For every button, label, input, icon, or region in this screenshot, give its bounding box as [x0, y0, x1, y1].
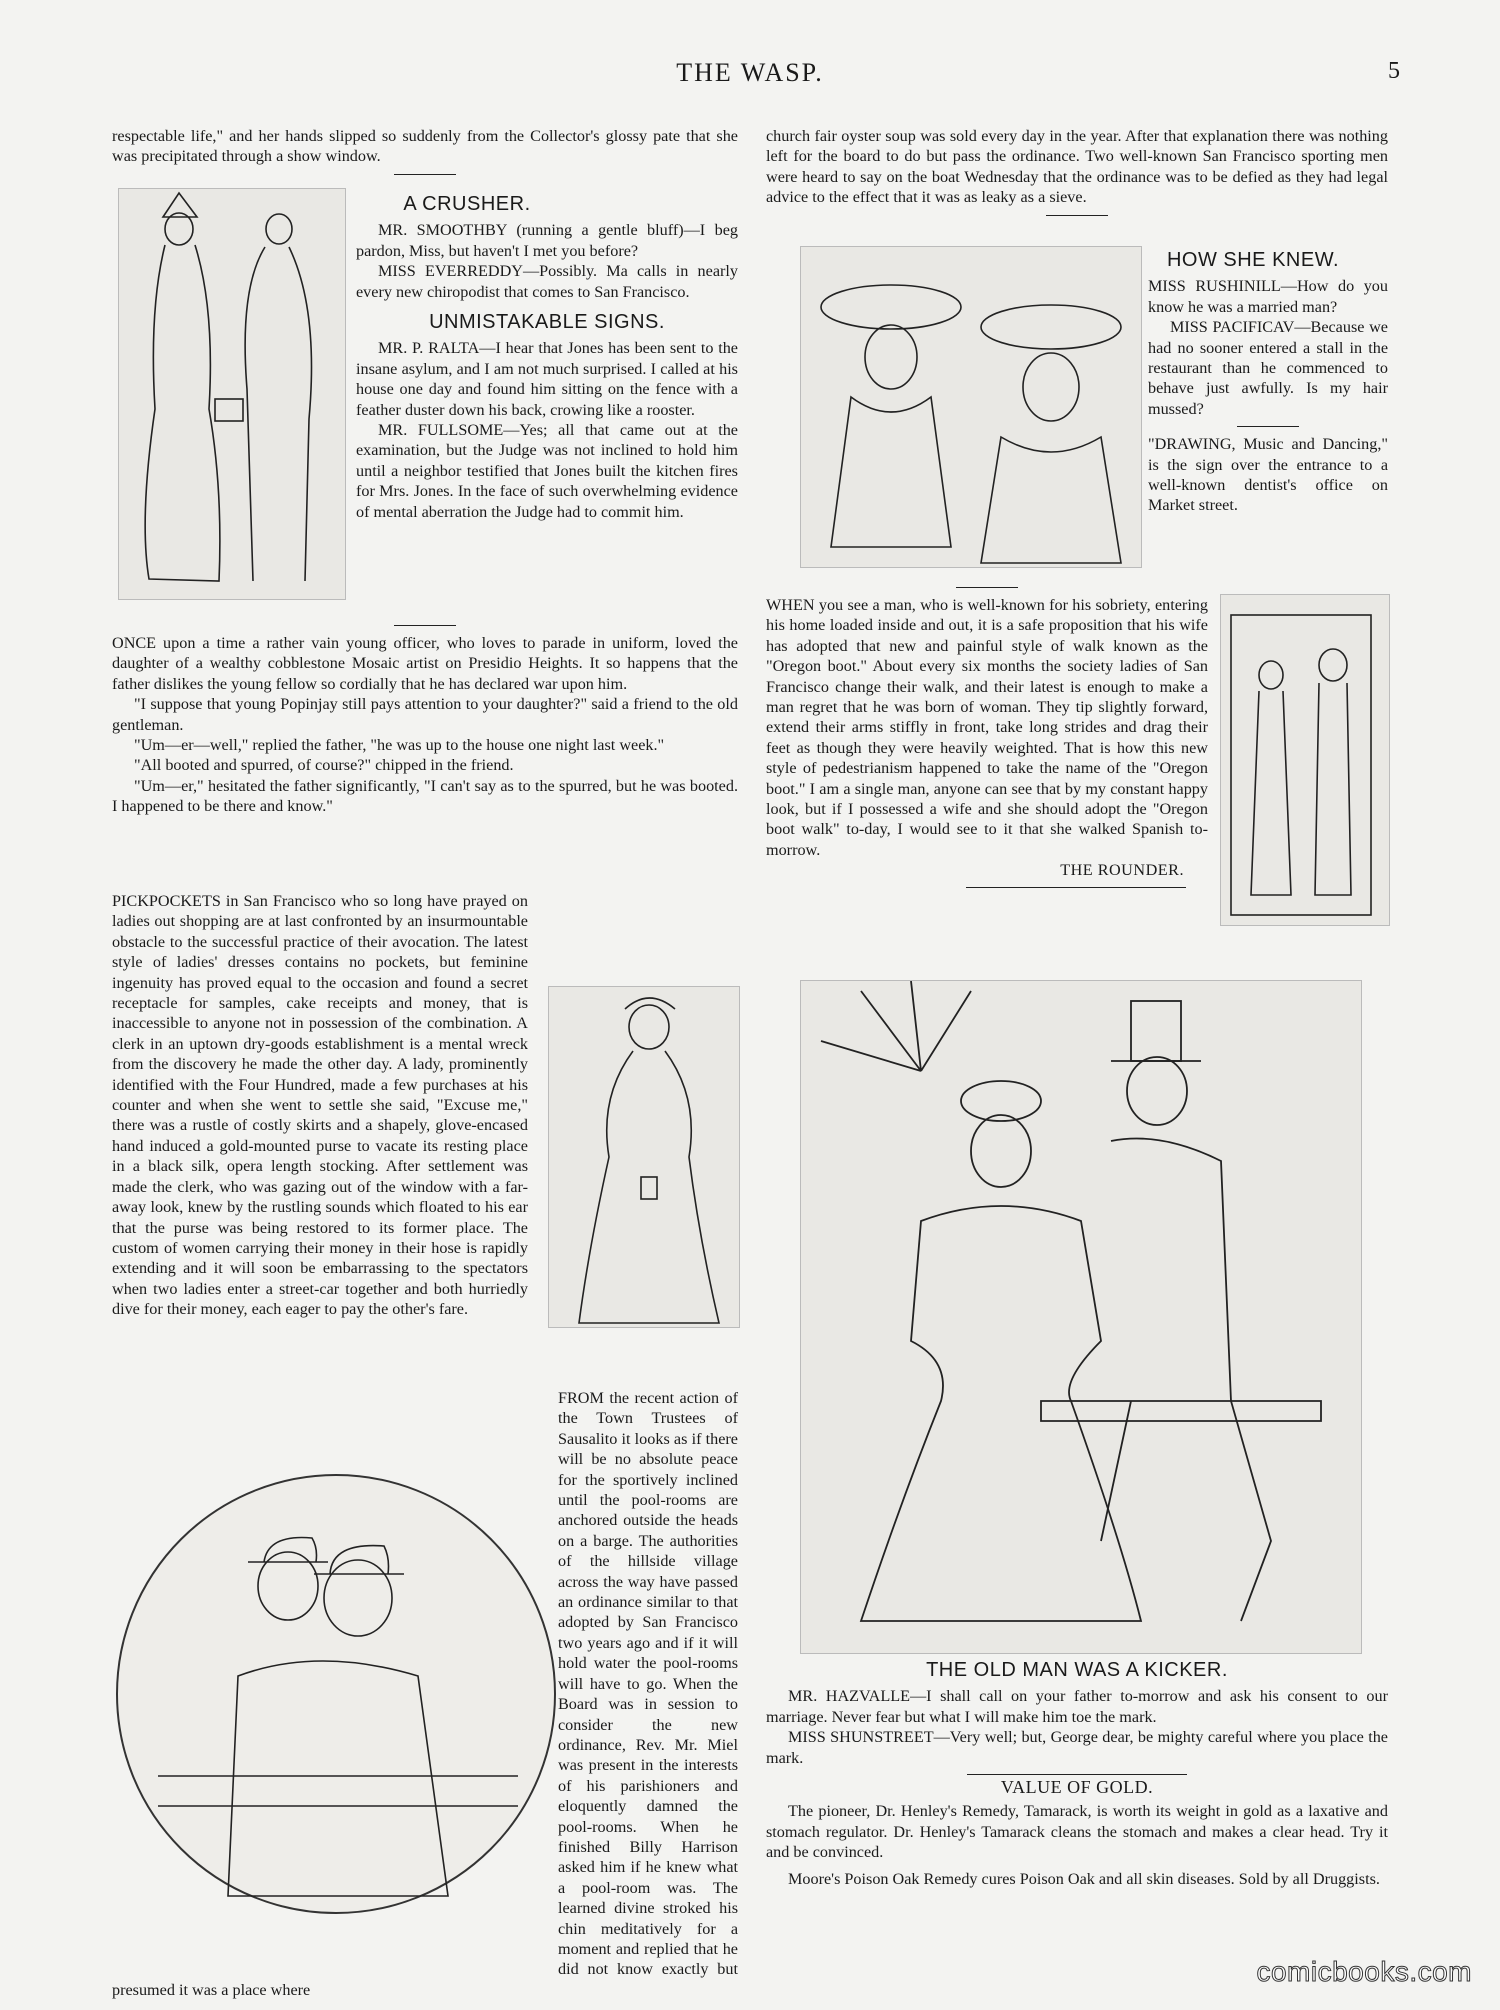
illustration-two-ladies-hats	[800, 246, 1142, 568]
gold-p1: The pioneer, Dr. Henley's Remedy, Tamarack, is worth its weight in gold as a laxative and stomach regulator. Dr. Henley's Tamarack cleans the stomach and makes a clear head. Try it and be convinced.	[766, 1802, 1388, 1862]
divider	[1237, 426, 1299, 427]
officer-p4: "All booted and spurred, of course?" chipped in the friend.	[134, 756, 514, 775]
couple-on-bench-drawing	[801, 981, 1361, 1653]
drawing-text: "DRAWING, Music and Dancing," is the sign over the entrance to a well-known dentist's office on Market street.	[1148, 435, 1388, 515]
kicker-p2: MISS SHUNSTREET—Very well; but, George dear, be mighty careful where you place the mark.	[766, 1728, 1388, 1767]
kicker-section	[766, 1656, 1388, 1889]
signature: THE ROUNDER.	[1060, 861, 1184, 880]
oregon-boot-section	[766, 580, 1208, 888]
divider	[956, 587, 1018, 588]
illustration-couple-on-bench	[800, 980, 1362, 1654]
signs-p1: MR. P. RALTA—I hear that Jones has been sent to the insane asylum, and I am not much surprised. I called at his house one day and found him sitting on the fence with a feather duster down his back, crowing like a rooster.	[356, 339, 738, 419]
divider	[966, 887, 1186, 888]
divider	[1046, 215, 1108, 216]
pickpockets-text: PICKPOCKETS in San Francisco who so long have prayed on ladies out shopping are at last confronted by an insurmountable obstacle to the successful practice of their avocation. The latest style of ladies' dresses contains no pockets, but feminine ingenuity has proved equal to the occasion and found a secret receptacle for samples, cake receipts and money, that is inaccessible to anyone not in possession of the combination. A clerk in an uptown dry-goods establishment is a mental wreck from the discovery he made the other day. A lady, prominently identified with the Four Hundred, made a few purchases at his counter and when she went to settle she said, "Excuse me," there was a rustle of costly skirts and a shapely, glove-encased hand induced a gold-mounted purse to vacate its resting place in a black silk, opera length stocking. After settlement was made the clerk, who was gazing out of the window with a far-away look, knew by the rustling sounds which floated to his ear that the purse was being restored to its former place. The custom of women carrying their money in their hose is rapidly extending and it will soon be embarrassing to the spectators when two ladies enter a street-car together and both hurriedly dive for their money, each eager to pay the other's fare.	[112, 892, 528, 1319]
pickpockets-section	[112, 876, 738, 1425]
left-continuation: respectable life," and her hands slipped so suddenly from the Collector's glossy pate that she was precipitated through a show window.	[112, 127, 738, 166]
gold-p2: Moore's Poison Oak Remedy cures Poison Oak and all skin diseases. Sold by all Druggists.	[788, 1869, 1380, 1888]
knew-heading: HOW SHE KNEW.	[1166, 249, 1340, 271]
officer-p5: "Um—er," hesitated the father significantly, "I can't say as to the spurred, but he was booted. I happened to be there and know."	[112, 776, 738, 816]
crusher-heading: A CRUSHER.	[403, 193, 531, 215]
kicker-p1: MR. HAZVALLE—I shall call on your father to-morrow and ask his consent to our marriage. Never fear but what I will make him toe the mark.	[766, 1687, 1388, 1726]
officer-p2: "I suppose that young Popinjay still pays attention to your daughter?" said a friend to the old gentleman.	[112, 695, 738, 734]
page-number: 5	[1388, 58, 1400, 84]
right-column-top	[766, 126, 1388, 223]
illustration-couple-greeting	[118, 188, 346, 600]
kicker-heading: THE OLD MAN WAS A KICKER.	[926, 1659, 1228, 1681]
signs-p2: MR. FULLSOME—Yes; all that came out at the examination, but the Judge was not inclined to hold him until a neighbor testified that Jones built the kitchen fires for Mrs. Jones. In the face of such overwhelming evidence of mental aberration the Judge had to commit him.	[356, 421, 738, 521]
sausalito-text: FROM the recent action of the Town Trustees of Sausalito it looks as if there will be no absolute peace for the sportively inclined until the pool-rooms are anchored outside the heads on a barge. The authorities of the hillside village across the way have passed an ordinance similar to that adopted by San Francisco two years ago and if it will hold water the pool-rooms will have to go. When the Board was in session to consider the new ordinance, Rev. Mr. Miel was present in the interests of his parishioners and eloquently damned the pool-rooms. When he finished Billy Harrison asked him if he knew what a pool-room was. The learned divine stroked his chin meditatively for a moment and replied that he did not know exactly but presumed it was a place where	[112, 1389, 738, 1999]
divider	[394, 625, 456, 626]
sausalito-section	[112, 1388, 738, 2000]
knew-p1: MISS RUSHINILL—How do you know he was a married man?	[1148, 277, 1388, 316]
masthead-title: THE WASP.	[676, 58, 824, 87]
two-ladies-drawing	[801, 247, 1141, 567]
left-column-top	[112, 126, 738, 182]
crusher-section	[356, 190, 738, 522]
divider	[967, 1774, 1187, 1775]
officer-p1: ONCE upon a time a rather vain young officer, who loves to parade in uniform, loved the daughter of a wealthy cobblestone Mosaic artist on Presidio Heights. It so happens that the father dislikes the young fellow so cordially that he has declared war upon him.	[112, 634, 738, 693]
how-she-knew-section	[1148, 246, 1388, 516]
right-continuation: church fair oyster soup was sold every day in the year. After that explanation there was nothing left for the board to do but pass the ordinance. Two well-known San Francisco sporting men were heard to say on the boat Wednesday that the ordinance was to be defied as they had legal advice to the effect that it was as leaky as a sieve.	[766, 127, 1388, 207]
crusher-p2: MISS EVERREDDY—Possibly. Ma calls in nearly every new chiropodist that comes to San Francisco.	[356, 262, 738, 301]
officer-p3: "Um—er—well," replied the father, "he was up to the house one night last week."	[134, 736, 665, 755]
watermark: comicbooks.com	[1256, 1956, 1472, 1987]
illustration-man-at-door	[1220, 594, 1390, 926]
couple-greeting-drawing	[119, 189, 345, 599]
officer-section	[112, 618, 738, 817]
oregon-text: WHEN you see a man, who is well-known for his sobriety, entering his home loaded inside and out, it is a safe proposition that his wife has adopted that new and painful style of walk known as the "Oregon boot." About every six months the society ladies of San Francisco change their walk, and their latest is enough to make a man regret that he was born of woman. They tip slightly forward, extend their arms stiffly in front, take long strides and drag their feet as though they were heavily weighted. That is how this new style of pedestrianism happened to take the name of the "Oregon boot." I am a single man, anyone can see that by my constant happy look, but if I possessed a wife and she should adopt the "Oregon boot walk" to-day, I would see to it that she walked Spanish to-morrow.	[766, 596, 1208, 859]
signs-heading: UNMISTAKABLE SIGNS.	[429, 311, 665, 334]
man-at-door-drawing	[1221, 595, 1389, 925]
crusher-p1: MR. SMOOTHBY (running a gentle bluff)—I beg pardon, Miss, but haven't I met you before?	[356, 221, 738, 260]
gold-heading: VALUE OF GOLD.	[1000, 1777, 1154, 1798]
divider	[394, 174, 456, 175]
knew-p2: MISS PACIFICAV—Because we had no sooner entered a stall in the restaurant than he commenced to behave just awfully. Is my hair mussed?	[1148, 318, 1388, 418]
